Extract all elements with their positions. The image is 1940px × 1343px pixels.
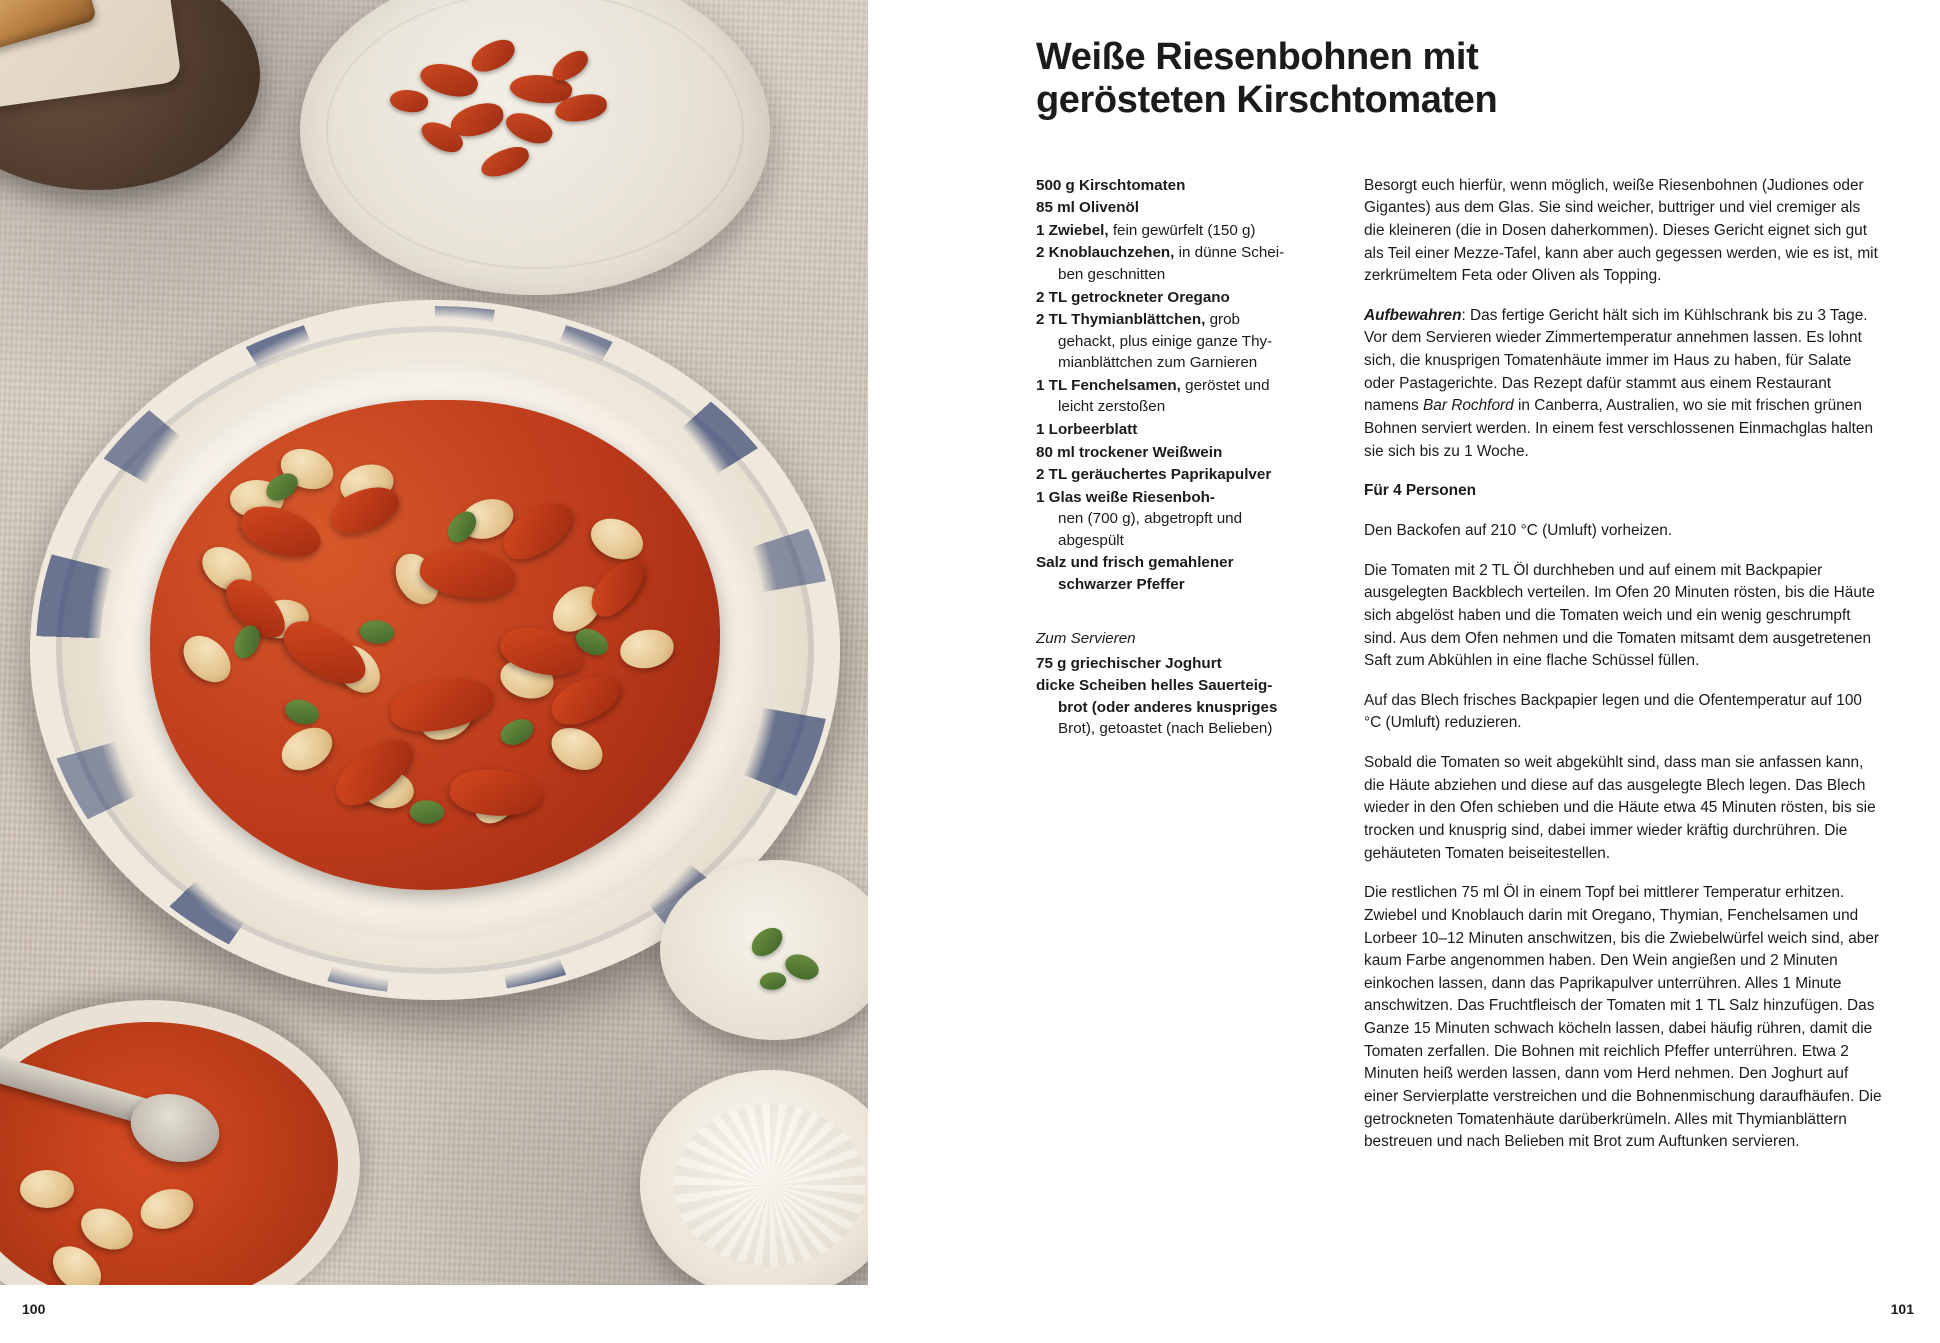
- method-column: [1364, 175, 1882, 1154]
- list-item: [1036, 464, 1318, 486]
- list-item: [1036, 309, 1318, 374]
- list-item: [1036, 675, 1318, 740]
- tomato-skin: [547, 46, 593, 85]
- ingredient-note-cont: Brot), getoastet (nach Belieben): [1058, 720, 1273, 738]
- list-item: [1036, 552, 1318, 595]
- method-text: [1364, 175, 1882, 1154]
- ingredients-list: [1036, 175, 1318, 596]
- ingredient-note-cont: mianblättchen zum Garnieren: [1058, 354, 1258, 372]
- bread-paper: [0, 0, 182, 117]
- storage-text-part-2: in Canberra, Australien, wo sie mit frischen grünen Bohnen serviert werden. In einem fest verschlossenen Einmachglas halten sie sich bis zu 1 Woche.: [1364, 397, 1874, 460]
- tomato-skin: [417, 115, 467, 159]
- ingredient-amount: 2 TL getrockneter Oregano: [1036, 288, 1230, 306]
- tomato-skin: [388, 86, 430, 115]
- oregano-leaf: [781, 948, 823, 987]
- ingredient-amount: 2 TL Thymianblättchen,: [1036, 311, 1206, 329]
- list-item: [1036, 442, 1318, 464]
- toast-slice: [0, 0, 97, 53]
- ingredient-amount: 500 g Kirschtomaten: [1036, 176, 1186, 194]
- list-item: [1036, 242, 1318, 285]
- serving-ingredients-list: [1036, 653, 1318, 740]
- method-step: Sobald die Tomaten so weit abgekühlt sind, dass man sie anfassen kann, die Häute abziehen und diese auf das ausgelegte Blech legen. Das Blech wieder in den Ofen schieben und die Häute etwa 45 Minuten rösten, bis sie trocken und knusprig sind, dabei immer wieder kräftig durchrühren. Die gehäuteten Tomaten beiseitestellen.: [1364, 754, 1876, 862]
- ingredient-amount-cont: brot (oder anderes knuspriges: [1058, 698, 1278, 716]
- oregano-leaf: [746, 924, 787, 960]
- giant-bean: [20, 1170, 74, 1208]
- ingredient-note-cont: ben geschnitten: [1058, 265, 1166, 283]
- method-step: Die Tomaten mit 2 TL Öl durchheben und auf einem mit Backpapier ausgelegten Backblech verteilen. Im Ofen 20 Minuten rösten, bis die Häute sich abgelöst haben und die Tomaten weich und ein wenig geschrumpft sind. Aus dem Ofen nehmen und die Tomaten mitsamt dem ausgetretenen Saft zum Abkühlen in eine flache Schüssel füllen.: [1364, 561, 1875, 670]
- list-item: [1036, 487, 1318, 552]
- ingredient-amount: 2 TL geräuchertes Paprikapulver: [1036, 466, 1272, 484]
- storage-paragraph: [1364, 305, 1882, 463]
- ingredient-note: in dünne Schei-: [1174, 244, 1285, 262]
- tomato-skin: [478, 143, 533, 181]
- tomato-skin: [417, 57, 481, 103]
- page-title: Weiße Riesenbohnen mit gerösteten Kirschtomaten: [1036, 36, 1498, 122]
- method-step: Den Backofen auf 210 °C (Umluft) vorheizen.: [1364, 521, 1673, 539]
- tomato-skin: [467, 35, 519, 76]
- giant-bean: [75, 1201, 140, 1258]
- tomato-skin: [447, 100, 506, 141]
- tomato-skin: [554, 92, 608, 123]
- method-step: Auf das Blech frisches Backpapier legen und die Ofentemperatur auf 100 °C (Umluft) reduzieren.: [1364, 691, 1862, 732]
- giant-bean: [135, 1183, 198, 1236]
- ingredients-column: [1036, 175, 1318, 1154]
- list-item: [1036, 175, 1318, 197]
- serves-line: Für 4 Personen: [1364, 482, 1477, 500]
- ingredient-note: grob: [1205, 311, 1240, 329]
- page-number-left: 100: [22, 1301, 46, 1317]
- list-item: [1036, 287, 1318, 309]
- ingredient-amount: 1 TL Fenchelsamen,: [1036, 376, 1181, 394]
- restaurant-name: Bar Rochford: [1423, 397, 1514, 415]
- ingredient-note-cont: leicht zerstoßen: [1058, 398, 1166, 416]
- ingredient-amount: 1 Zwiebel,: [1036, 221, 1109, 239]
- storage-label: Aufbewahren: [1364, 306, 1462, 324]
- ingredient-amount: 80 ml trockener Weißwein: [1036, 443, 1223, 461]
- ingredient-note-cont: abgespült: [1058, 531, 1124, 549]
- ingredient-amount: 1 Glas weiße Riesenboh-: [1036, 488, 1215, 506]
- serving-heading: Zum Servieren: [1036, 629, 1136, 647]
- food-photograph: [0, 0, 868, 1285]
- ingredient-note-cont: nen (700 g), abgetropft und: [1058, 510, 1243, 528]
- list-item: [1036, 197, 1318, 219]
- ingredient-amount: Salz und frisch gemahlener: [1036, 554, 1234, 572]
- page-number-right: 101: [1890, 1301, 1914, 1317]
- intro-paragraph: Besorgt euch hierfür, wenn möglich, weiße Riesenbohnen (Judiones oder Gigantes) aus dem Glas. Sie sind weicher, buttriger und viel cremiger als die kleineren (die in Dosen daherkommen). Dieses Gericht eignet sich gut als Teil einer Mezze-Tafel, kann aber auch gegessen werden, wie es ist, mit zerkrümeltem Feta oder Oliven als Topping.: [1364, 176, 1878, 285]
- thyme-sprig: [759, 971, 787, 992]
- ingredient-note: fein gewürfelt (150 g): [1108, 221, 1256, 239]
- ingredient-amount: 85 ml Olivenöl: [1036, 199, 1139, 217]
- ingredient-amount: dicke Scheiben helles Sauerteig-: [1036, 677, 1273, 695]
- list-item: [1036, 653, 1318, 675]
- ingredient-amount: 2 Knoblauchzehen,: [1036, 244, 1175, 262]
- tomato-skin: [502, 106, 557, 150]
- list-item: [1036, 220, 1318, 242]
- right-page: [970, 0, 1940, 1343]
- ingredient-amount: 75 g griechischer Joghurt: [1036, 654, 1222, 672]
- ingredient-note-cont: gehackt, plus einige ganze Thy-: [1058, 332, 1273, 350]
- list-item: [1036, 375, 1318, 418]
- storage-text-part-1: : Das fertige Gericht hält sich im Kühlschrank bis zu 3 Tage. Vor dem Servieren wieder Zimmertemperatur annehmen lassen. Es lohnt sich, die knusprigen Tomatenhäute immer im Haus zu haben, für Salate oder Pastagerichte. Das Rezept dafür stammt aus einem Restaurant namens: [1364, 306, 1868, 415]
- method-step: Die restlichen 75 ml Öl in einem Topf bei mittlerer Temperatur erhitzen. Zwiebel und Knoblauch darin mit Oregano, Thymian, Fenchelsamen und Lorbeer 10–12 Minuten anschwitzen, bis die Zwiebelwürfel weich sind, aber kaum Farbe angenommen haben. Den Wein angießen und 2 Minuten einkochen lassen, dann das Paprikapulver unterrühren. Alles 1 Minute anschwitzen. Das Fruchtfleisch der Tomaten mit 1 TL Salz hinzufügen. Das Ganze 15 Minuten schwach köcheln lassen, dabei häufig rühren, damit die Tomaten zerfallen. Die Bohnen mit reichlich Pfeffer unterrühren. Etwa 2 Minuten heiß werden lassen, dann vom Herd nehmen. Den Joghurt auf einer Servierplatte verstreichen und die Bohnenmischung daraufhäufen. Die getrockneten Tomatenhäute darüberkrümeln. Alles mit Thymianblättern bestreuen und nach Belieben mit Brot zum Auftunken servieren.: [1364, 884, 1882, 1151]
- ingredient-note: geröstet und: [1180, 376, 1270, 394]
- list-item: [1036, 419, 1318, 441]
- tomato-skin: [508, 71, 573, 107]
- ingredient-amount: 1 Lorbeerblatt: [1036, 420, 1138, 438]
- ingredient-amount-cont: schwarzer Pfeffer: [1058, 576, 1185, 594]
- two-column-layout: [1036, 175, 1882, 1154]
